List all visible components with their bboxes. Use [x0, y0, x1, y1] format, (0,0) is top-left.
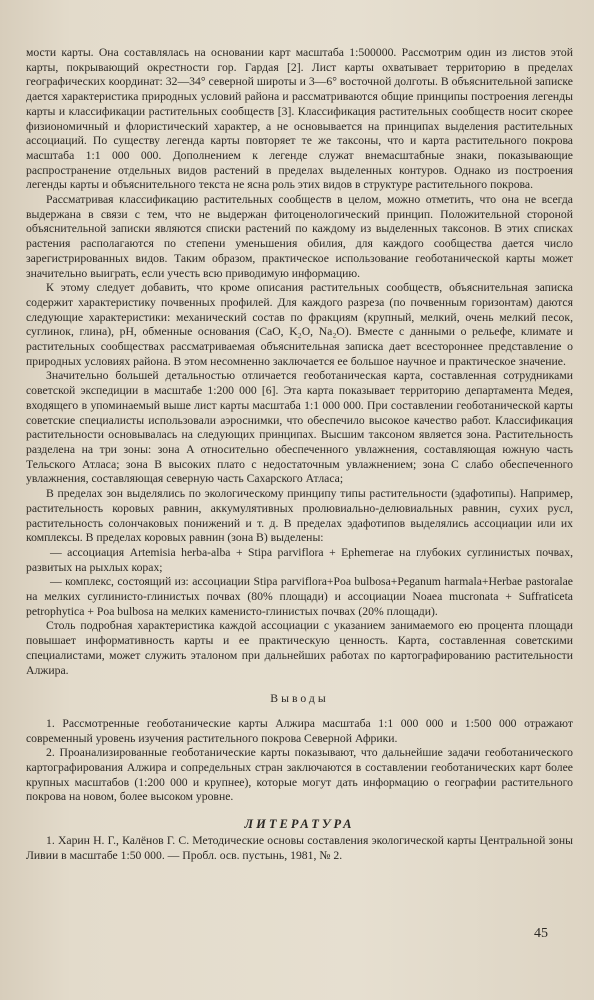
list-item-complex: — комплекс, состоящий из: ассоциации Stipa parviflora+Poa bulbosa+Peganum harmala+Herbae pastoralae на мелких суглинисто-глинистых почвах (80% площади) и ассоциации Noaea mucronata + Suffraticeta petrophytica + Poa bulbosa на мелких каменисто-глинистых почвах (20% площади).: [26, 575, 573, 618]
paragraph-map-description: мости карты. Она составлялась на основании карт масштаба 1:500000. Рассмотрим один из листов этой карты, покрывающий окрестности гор. Гардая [2]. Лист карты охватывает территорию в пределах географических координат: 32—34° северной широты и 3—6° восточной долготы. В объяснительной записке дается характеристика природных условий района и рассматриваются общие принципы построения легенды карты и классификации растительных сообществ [3]. Классификация растительных сообществ носит скорее физиономичный и флористический характер, а не основывается на принципах выделения растительных ассоциаций. По существу легенда карты повторяет те же таксоны, что и карта растительного покрова масштаба 1:1 000 000. Дополнением к легенде служат внемасштабные знаки, показывающие распространение отдельных видов растений в пределах выделенных контуров. Однако из построения легенды карты и объяснительного текста не ясна роль этих видов в структуре растительного покрова.: [26, 46, 573, 192]
article-body: [26, 46, 573, 863]
paragraph-classification: Рассматривая классификацию растительных сообществ в целом, можно отметить, что она не всегда выдержана в связи с тем, что не выдержан фитоценологический принцип. Положительной стороной объяснительной записки являются списки растений по каждому из выделенных таксонов. В этих списках растения располагаются по степени уменьшения обилия, для каждого сообщества дается число зарегистрированных видов. Таким образом, практическое использование геоботанической карты может значительно выиграть, если учесть всю приводимую информацию.: [26, 193, 573, 280]
paragraph-edaphotypes: В пределах зон выделялись по экологическому принципу типы растительности (эдафотипы). Например, растительность коровых равнин, аккумулятивных пролювиально-делювиальных равнин, сухих русл, растительность солончаковых понижений и т. д. В пределах эдафотипов выделялись ассоциации или их комплексы. В пределах коровых равнин (зона B) выделены:: [26, 487, 573, 545]
page-number: 45: [534, 926, 548, 941]
list-item-association: — ассоциация Artemisia herba-alba + Stipa parviflora + Ephemerae на глубоких суглинистых почвах, развитых на рыхлых корах;: [26, 545, 573, 574]
conclusion-item-1: 1. Рассмотренные геоботанические карты Алжира масштаба 1:1 000 000 и 1:500 000 отражают современный уровень изучения растительного покрова Северной Африки.: [26, 716, 573, 745]
conclusion-item-2: 2. Проанализированные геоботанические карты показывают, что дальнейшие задачи геоботанического картографирования Алжира и сопредельных стран заключаются в составлении геоботанических карт более крупных масштабов (1:200 000 и крупнее), которые могут дать информацию о географии растительного покрова на новом, более высоком уровне.: [26, 746, 573, 804]
conclusions-heading: Выводы: [270, 692, 329, 706]
reference-item-1: 1. Харин Н. Г., Калёнов Г. С. Методические основы составления экологической карты Центральной зоны Ливии в масштабе 1:50 000. — Пробл. осв. пустынь, 1981, № 2.: [26, 833, 573, 862]
paragraph-summary: Столь подробная характеристика каждой ассоциации с указанием занимаемого ею процента площади повышает информативность карты и ее практическую ценность. Карта, составленная советскими специалистами, может служить эталоном при дальнейших работах по картографированию растительности Алжира.: [26, 619, 573, 677]
literature-heading: ЛИТЕРАТУРА: [244, 817, 355, 832]
paragraph-soviet-map: Значительно большей детальностью отличается геоботаническая карта, составленная сотрудниками советской экспедиции в масштабе 1:200 000 [6]. Эта карта показывает территорию департамента Медея, входящего в упоминаемый выше лист карты масштаба 1:1 000 000. При составлении геоботанической карты советские специалисты использовали аэроснимки, что обеспечило высокое качество работ. Классификация растительности основывалась на следующих принципах. Высшим таксоном является зона. Растительность разделена на три зоны: зона A относительно обеспеченного увлажнения, составляющая южную часть Тельского Атласа; зона B высоких плато с недостаточным увлажнением; зона C слабо обеспеченного увлажнения, составляющая северную часть Сахарского Атласа;: [26, 369, 573, 486]
paragraph-soil-profiles: К этому следует добавить, что кроме описания растительных сообществ, объяснительная записка содержит характеристику почвенных профилей. Для каждого разреза (по почвенным горизонтам) даются следующие характеристики: механический состав по фракциям (крупный, мелкий, очень мелкий песок, суглинок, глина), pH, обменные основания (CaO, K₂O, Na₂O). Вместе с данными о рельефе, климате и растительных сообществах рассматриваемая объяснительная записка дает всестороннее представление о природных условиях района. В этом несомненно заключается ее большое научное и практическое значение.: [26, 281, 573, 368]
